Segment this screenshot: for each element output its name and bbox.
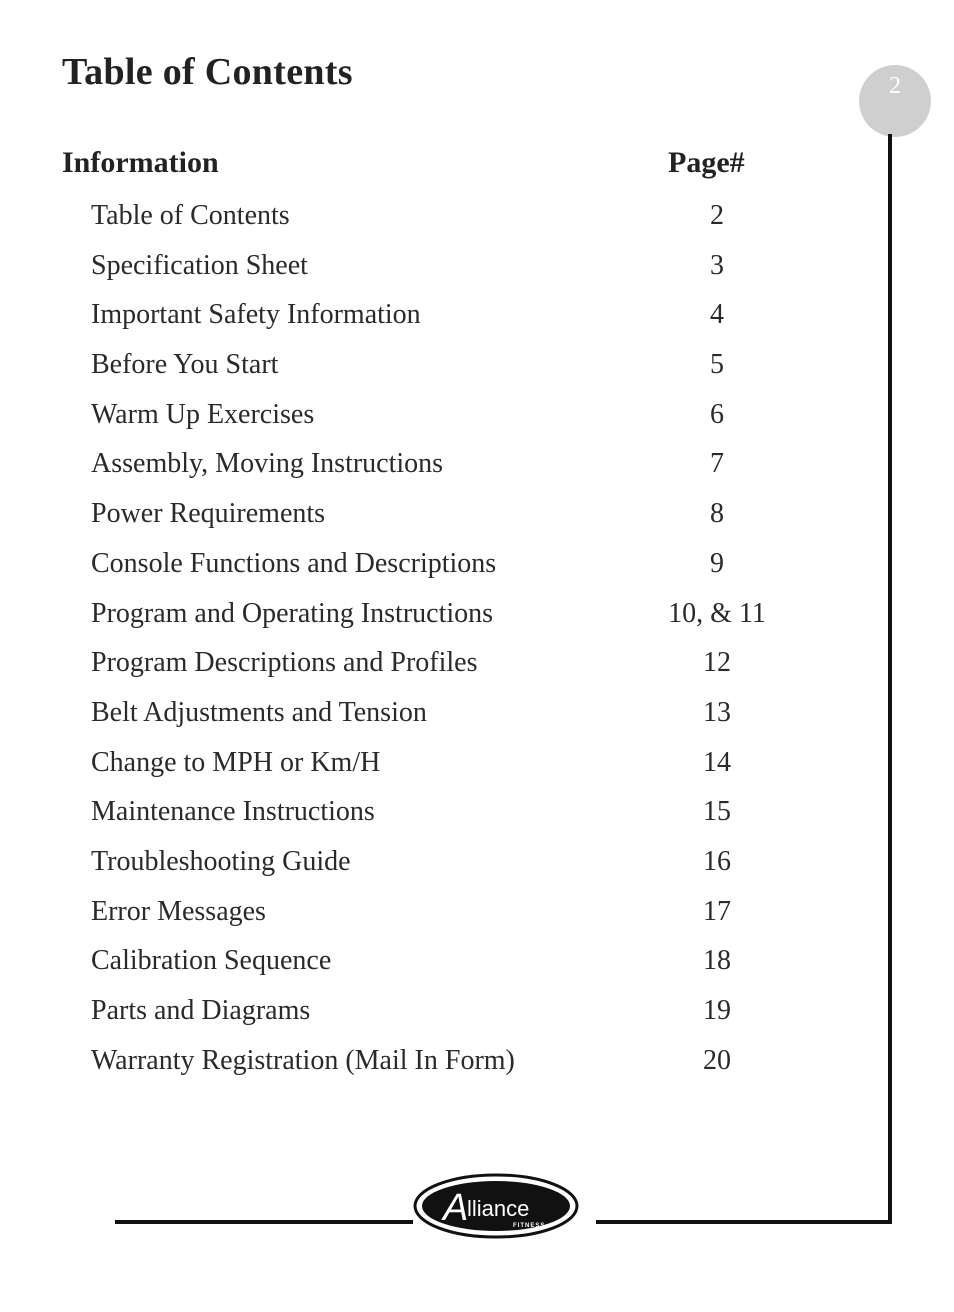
toc-entry-label: Console Functions and Descriptions <box>91 547 497 579</box>
toc-entry-page: 16 <box>703 845 731 877</box>
toc-entry-label: Assembly, Moving Instructions <box>91 448 444 480</box>
toc-entry-label: Program Descriptions and Profiles <box>91 647 478 679</box>
toc-entry-page: 9 <box>710 547 724 579</box>
toc-entry-label: Specification Sheet <box>91 249 308 281</box>
toc-entry-page: 3 <box>710 249 724 281</box>
toc-entry-label: Warm Up Exercises <box>91 398 315 430</box>
logo-subtext: FITNESS <box>513 1223 546 1229</box>
toc-entry-label: Belt Adjustments and Tension <box>91 696 427 728</box>
page-title: Table of Contents <box>62 51 353 93</box>
toc-entry-page: 7 <box>710 448 724 480</box>
toc-entry[interactable] <box>0 693 954 743</box>
toc-entry[interactable] <box>0 892 954 942</box>
page-number-badge: 2 <box>859 65 931 137</box>
toc-entry[interactable] <box>0 544 954 594</box>
toc-entry-label: Troubleshooting Guide <box>91 845 351 877</box>
toc-entry-page: 4 <box>710 299 724 331</box>
toc-entry[interactable] <box>0 345 954 395</box>
bottom-rule-right <box>596 1220 892 1224</box>
logo-wordmark: lliance <box>467 1196 530 1221</box>
toc-entry-page: 14 <box>703 746 731 778</box>
toc-entry-page: 13 <box>703 696 731 728</box>
toc-entry-label: Warranty Registration (Mail In Form) <box>91 1044 515 1076</box>
toc-entry-label: Important Safety Information <box>91 299 421 331</box>
toc-entry-page: 17 <box>703 895 731 927</box>
toc-entry[interactable] <box>0 991 954 1041</box>
toc-entry-page: 2 <box>710 200 724 231</box>
toc-entry-page: 6 <box>710 398 724 430</box>
toc-entry-page: 12 <box>703 647 731 679</box>
toc-entry-page: 8 <box>710 498 724 530</box>
column-header-information: Information <box>62 146 219 179</box>
toc-entry-label: Change to MPH or Km/H <box>91 746 381 778</box>
toc-entry[interactable] <box>0 395 954 445</box>
toc-entry-page: 18 <box>703 945 731 977</box>
toc-entry[interactable] <box>0 246 954 296</box>
toc-entry-page: 10, & 11 <box>668 597 766 629</box>
toc-entry[interactable] <box>0 792 954 842</box>
toc-entry-page: 5 <box>710 349 724 381</box>
toc-entry[interactable] <box>0 494 954 544</box>
toc-entry-label: Program and Operating Instructions <box>91 597 494 629</box>
toc-entry-page: 20 <box>703 1044 731 1076</box>
toc-entry-label: Calibration Sequence <box>91 945 332 977</box>
toc-entry-label: Before You Start <box>91 349 279 381</box>
toc-entry[interactable] <box>0 295 954 345</box>
toc-entry[interactable] <box>0 941 954 991</box>
toc-entry[interactable] <box>0 1041 954 1091</box>
toc-entry[interactable] <box>0 196 954 246</box>
toc-entry-label: Power Requirements <box>91 498 326 530</box>
toc-entry-page: 15 <box>703 796 731 828</box>
alliance-fitness-logo <box>413 1172 579 1240</box>
bottom-rule-left <box>115 1220 413 1224</box>
toc-entry-label: Maintenance Instructions <box>91 796 375 828</box>
toc-entry[interactable] <box>0 743 954 793</box>
toc-entry-label: Error Messages <box>91 895 266 927</box>
logo-initial: A <box>443 1187 469 1229</box>
toc-entry[interactable] <box>0 842 954 892</box>
toc-entry[interactable] <box>0 594 954 644</box>
toc-entry[interactable] <box>0 643 954 693</box>
toc-entry-label: Table of Contents <box>91 200 290 231</box>
toc-entry-page: 19 <box>703 995 731 1026</box>
column-header-page: Page# <box>668 146 745 179</box>
toc-entry[interactable] <box>0 444 954 494</box>
toc-entry-label: Parts and Diagrams <box>91 995 311 1026</box>
toc-list <box>0 196 954 1090</box>
